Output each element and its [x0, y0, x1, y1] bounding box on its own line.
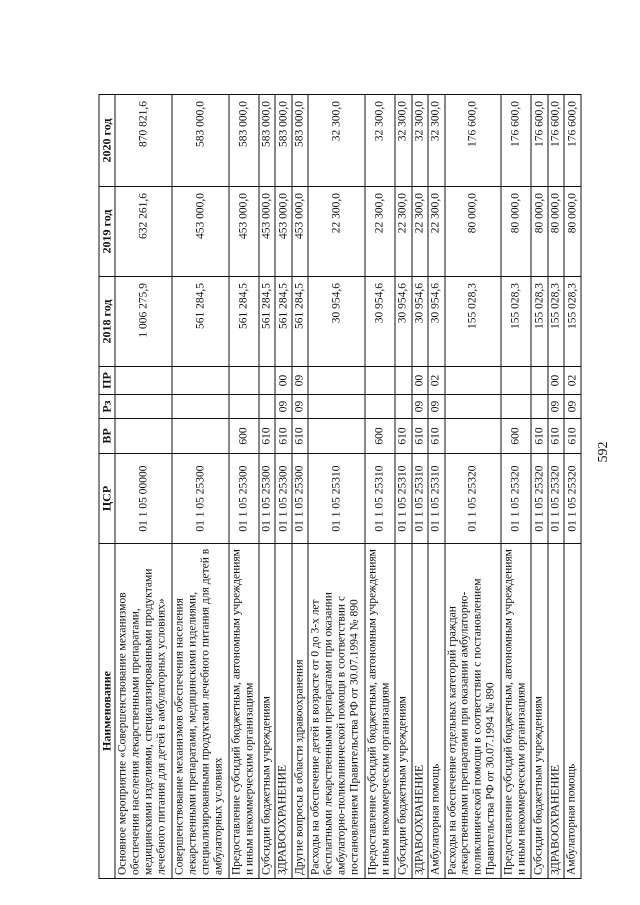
cell-pr: 00	[412, 367, 429, 395]
cell-csr: 01 1 05 25320	[501, 454, 531, 544]
table-row	[259, 95, 276, 879]
cell-pr	[308, 367, 365, 395]
cell-pr	[365, 367, 395, 395]
cell-csr: 01 1 05 25320	[564, 454, 581, 544]
cell-rz	[445, 395, 502, 419]
table-row	[445, 95, 502, 879]
table-row	[412, 95, 429, 879]
cell-2019: 22 300,0	[365, 187, 395, 277]
cell-2019: 80 000,0	[564, 187, 581, 277]
cell-rz: 09	[548, 395, 565, 419]
cell-2018: 561 284,5	[275, 277, 292, 367]
cell-2019: 453 000,0	[275, 187, 292, 277]
cell-2020: 176 600,0	[445, 95, 502, 187]
cell-2018: 155 028,3	[564, 277, 581, 367]
cell-vr	[172, 419, 229, 454]
cell-name: Расходы на обеспечение отдельных категорий граждан лекарственными препаратами при оказании амбулаторно-поликлинической помощи в соответствии с постановлением Правительства РФ от 30.07.1994 № 890	[445, 544, 502, 879]
cell-pr: 00	[275, 367, 292, 395]
table-row	[172, 95, 229, 879]
cell-2020: 176 600,0	[531, 95, 548, 187]
cell-name: Расходы на обеспечение детей в возрасте от 0 до 3-х лет бесплатными лекарственными препаратами при оказании амбулаторно-поликлинической помощи в соответствии с постановлением Правительства РФ от 30.07.1994 № 890	[308, 544, 365, 879]
cell-2020: 176 600,0	[548, 95, 565, 187]
cell-rz	[365, 395, 395, 419]
cell-name: Субсидии бюджетным учреждениям	[531, 544, 548, 879]
cell-2020: 870 821,6	[115, 95, 172, 187]
cell-rz	[115, 395, 172, 419]
cell-pr	[531, 367, 548, 395]
header-csr: ЦСР	[99, 454, 115, 544]
cell-name: Основное мероприятие «Совершенствование механизмов обеспечения населения лекарственными препаратами, медицинскими изделиями, специализированными продуктами лечебного питания для детей в амбулаторных условиях»	[115, 544, 172, 879]
cell-2018: 30 954,6	[365, 277, 395, 367]
cell-rz	[259, 395, 276, 419]
cell-2018: 1 006 275,9	[115, 277, 172, 367]
cell-csr: 01 1 05 25310	[412, 454, 429, 544]
cell-2018: 561 284,5	[259, 277, 276, 367]
cell-2018: 155 028,3	[531, 277, 548, 367]
cell-rz	[395, 395, 412, 419]
cell-pr	[395, 367, 412, 395]
cell-csr: 01 1 05 25320	[445, 454, 502, 544]
cell-csr: 01 1 05 25300	[259, 454, 276, 544]
table-row	[501, 95, 531, 879]
cell-2019: 22 300,0	[428, 187, 445, 277]
rotated-page-content	[99, 95, 582, 879]
page-number: 592	[596, 441, 611, 463]
cell-2020: 176 600,0	[564, 95, 581, 187]
cell-rz: 09	[275, 395, 292, 419]
cell-vr: 610	[428, 419, 445, 454]
cell-vr: 610	[275, 419, 292, 454]
cell-2020: 32 300,0	[308, 95, 365, 187]
cell-pr	[172, 367, 229, 395]
cell-name: Предоставление субсидий бюджетным, автономным учреждениям и иным некоммерческим организациям	[229, 544, 259, 879]
cell-2018: 155 028,3	[501, 277, 531, 367]
header-vr: ВР	[99, 419, 115, 454]
cell-rz	[229, 395, 259, 419]
cell-2020: 583 000,0	[292, 95, 309, 187]
cell-pr: 02	[564, 367, 581, 395]
cell-2020: 176 600,0	[501, 95, 531, 187]
cell-vr	[445, 419, 502, 454]
table-row	[395, 95, 412, 879]
cell-csr: 01 1 05 25320	[548, 454, 565, 544]
cell-2018: 561 284,5	[229, 277, 259, 367]
cell-pr	[259, 367, 276, 395]
cell-rz	[308, 395, 365, 419]
cell-2018: 30 954,6	[308, 277, 365, 367]
cell-2020: 583 000,0	[229, 95, 259, 187]
table-row	[229, 95, 259, 879]
table-row	[292, 95, 309, 879]
cell-2018: 30 954,6	[428, 277, 445, 367]
cell-2019: 80 000,0	[445, 187, 502, 277]
cell-csr: 01 1 05 25310	[308, 454, 365, 544]
cell-2020: 583 000,0	[259, 95, 276, 187]
header-rz: Рз	[99, 395, 115, 419]
cell-csr: 01 1 05 25300	[229, 454, 259, 544]
cell-2018: 155 028,3	[548, 277, 565, 367]
table-header-row	[99, 95, 115, 879]
cell-2020: 583 000,0	[172, 95, 229, 187]
cell-name: Субсидии бюджетным учреждениям	[259, 544, 276, 879]
cell-csr: 01 1 05 25310	[428, 454, 445, 544]
cell-2019: 453 000,0	[259, 187, 276, 277]
cell-vr: 610	[564, 419, 581, 454]
header-2018: 2018 год	[99, 277, 115, 367]
cell-csr: 01 1 05 25320	[531, 454, 548, 544]
cell-2020: 583 000,0	[275, 95, 292, 187]
cell-rz	[531, 395, 548, 419]
cell-pr: 02	[428, 367, 445, 395]
cell-pr	[115, 367, 172, 395]
cell-rz: 09	[564, 395, 581, 419]
cell-name: ЗДРАВООХРАНЕНИЕ	[548, 544, 565, 879]
cell-vr: 600	[501, 419, 531, 454]
cell-csr: 01 1 05 25300	[172, 454, 229, 544]
table-row	[531, 95, 548, 879]
header-2019: 2019 год	[99, 187, 115, 277]
cell-pr	[229, 367, 259, 395]
cell-2019: 22 300,0	[395, 187, 412, 277]
cell-vr	[308, 419, 365, 454]
cell-2018: 561 284,5	[172, 277, 229, 367]
table-row	[428, 95, 445, 879]
cell-2018: 30 954,6	[395, 277, 412, 367]
cell-csr: 01 1 05 25310	[365, 454, 395, 544]
cell-name: Предоставление субсидий бюджетным, автономным учреждениям и иным некоммерческим организациям	[365, 544, 395, 879]
cell-name: Амбулаторная помощь	[428, 544, 445, 879]
cell-2020: 32 300,0	[365, 95, 395, 187]
cell-csr: 01 1 05 00000	[115, 454, 172, 544]
cell-vr: 610	[548, 419, 565, 454]
cell-name: Другие вопросы в области здравоохранения	[292, 544, 309, 879]
cell-vr: 610	[259, 419, 276, 454]
cell-pr: 09	[292, 367, 309, 395]
cell-rz: 09	[292, 395, 309, 419]
cell-rz: 09	[428, 395, 445, 419]
cell-name: Совершенствование механизмов обеспечения населения лекарственными препаратами, медицинскими изделиями, специализированными продуктами лечебного питания для детей в амбулаторных условиях	[172, 544, 229, 879]
cell-name: ЗДРАВООХРАНЕНИЕ	[412, 544, 429, 879]
cell-2019: 632 261,6	[115, 187, 172, 277]
cell-csr: 01 1 05 25300	[275, 454, 292, 544]
cell-pr	[501, 367, 531, 395]
cell-2018: 155 028,3	[445, 277, 502, 367]
header-pr: ПР	[99, 367, 115, 395]
cell-name: ЗДРАВООХРАНЕНИЕ	[275, 544, 292, 879]
header-2020: 2020 год	[99, 95, 115, 187]
cell-2018: 561 284,5	[292, 277, 309, 367]
cell-vr: 610	[412, 419, 429, 454]
table-row	[275, 95, 292, 879]
cell-name: Субсидии бюджетным учреждениям	[395, 544, 412, 879]
cell-csr: 01 1 05 25310	[395, 454, 412, 544]
budget-table	[99, 94, 582, 879]
cell-name: Амбулаторная помощь	[564, 544, 581, 879]
cell-2019: 80 000,0	[501, 187, 531, 277]
cell-vr: 600	[229, 419, 259, 454]
table-row	[308, 95, 365, 879]
cell-2018: 30 954,6	[412, 277, 429, 367]
cell-vr: 610	[292, 419, 309, 454]
cell-2019: 22 300,0	[308, 187, 365, 277]
table-row	[548, 95, 565, 879]
cell-pr: 00	[548, 367, 565, 395]
cell-rz	[501, 395, 531, 419]
cell-csr: 01 1 05 25300	[292, 454, 309, 544]
cell-vr: 600	[365, 419, 395, 454]
cell-2019: 80 000,0	[548, 187, 565, 277]
cell-rz	[172, 395, 229, 419]
cell-2020: 32 300,0	[412, 95, 429, 187]
cell-vr: 610	[395, 419, 412, 454]
table-row	[115, 95, 172, 879]
cell-2019: 22 300,0	[412, 187, 429, 277]
cell-2019: 453 000,0	[292, 187, 309, 277]
cell-pr	[445, 367, 502, 395]
cell-vr: 610	[531, 419, 548, 454]
header-name: Наименование	[99, 544, 115, 879]
cell-2020: 32 300,0	[428, 95, 445, 187]
table-row	[365, 95, 395, 879]
cell-rz: 09	[412, 395, 429, 419]
cell-2019: 453 000,0	[172, 187, 229, 277]
cell-2020: 32 300,0	[395, 95, 412, 187]
cell-name: Предоставление субсидий бюджетным, автономным учреждениям и иным некоммерческим организациям	[501, 544, 531, 879]
table-row	[564, 95, 581, 879]
cell-vr	[115, 419, 172, 454]
cell-2019: 453 000,0	[229, 187, 259, 277]
cell-2019: 80 000,0	[531, 187, 548, 277]
